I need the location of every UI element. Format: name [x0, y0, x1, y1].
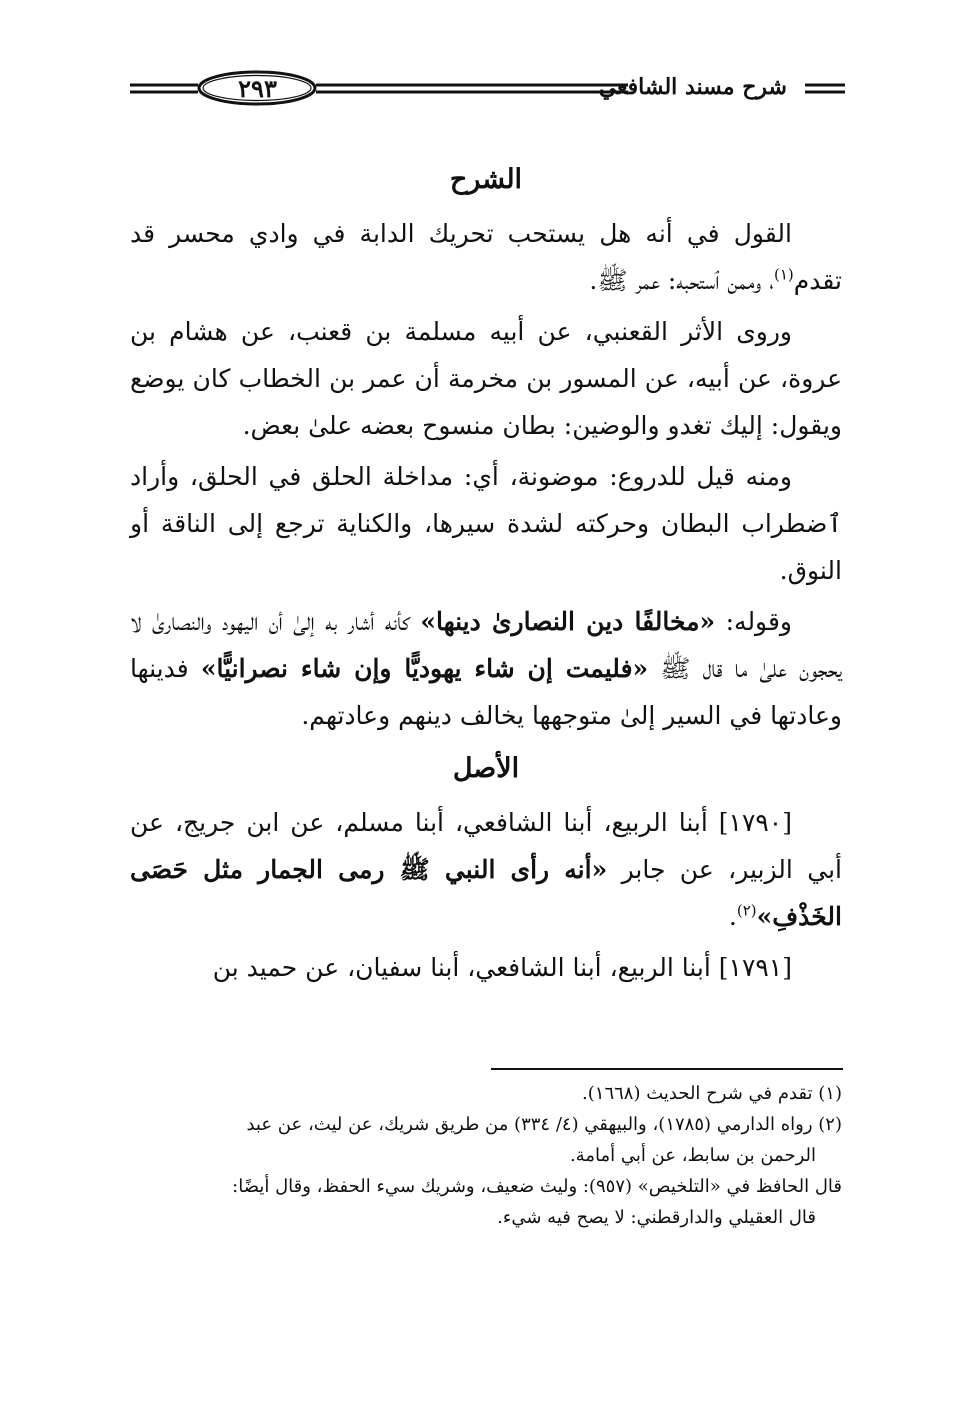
main-text — [130, 150, 842, 991]
page-number: ٢٩٣ — [238, 74, 277, 103]
footnote-ref-2[interactable]: (٢) — [736, 901, 757, 920]
footnote-3-line-1: قال الحافظ في «التلخيص» (٩٥٧): وليث ضعيف، وشريك سيء الحفظ، وقال أيضًا: — [232, 1176, 842, 1197]
paragraph-3: ومنه قيل للدروع: موضونة، أي: مداخلة الحلق في الحلق، وأراد ٱضطراب البطان وحركته لشدة سيرها، والكناية ترجع إلى الناقة أو النوق. — [130, 462, 842, 585]
section-heading-sharh: الشرح — [449, 164, 523, 195]
footnote-3 — [130, 1171, 842, 1233]
footnote-1: (١) تقدم في شرح الحديث (١٦٦٨). — [582, 1083, 842, 1104]
hadith-1790-isnad: [١٧٩٠] أبنا الربيع، أبنا الشافعي، أبنا مسلم، عن ابن جريج، عن أبي الزبير، عن جابر — [130, 808, 842, 884]
footnotes — [130, 1078, 842, 1233]
running-header — [130, 66, 845, 110]
hadith-1791: [١٧٩١] أبنا الربيع، أبنا الشافعي، أبنا سفيان، عن حميد بن — [212, 953, 792, 982]
paragraph-2: وروى الأثر القعنبي، عن أبيه مسلمة بن قعنب، عن هشام بن عروة، عن أبيه، عن المسور بن مخرمة أن عمر بن الخطاب كان يوضع ويقول: إليك تغدو والوضين: بطان منسوح بعضه علىٰ بعض. — [130, 317, 842, 440]
paragraph-1-text: القول في أنه هل يستحب تحريك الدابة في وادي محسر قد تقدم — [130, 219, 842, 295]
hadith-1790 — [130, 799, 842, 940]
section-heading-asl: الأصل — [452, 753, 520, 784]
footnote-3-line-2: قال العقيلي والدارقطني: لا يصح فيه شيء. — [497, 1207, 816, 1228]
footnote-2 — [130, 1109, 842, 1171]
hadith-1790-end: . — [728, 902, 737, 931]
paragraph-1-tail: ، وممن ٱستحبه: عمر ﷺ. — [589, 266, 774, 295]
footnote-2-line-2: الرحمن بن سابط، عن أبي أمامة. — [569, 1145, 816, 1166]
paragraph-4-text-d: فدينها وعادتها في السير إلىٰ متوجهها يخالف دينهم وعادتهم. — [130, 654, 842, 730]
quote-mukhalifan: «مخالفًا دين النصارىٰ دينها» — [420, 607, 716, 636]
footnote-2-line-1: (٢) رواه الدارمي (١٧٨٥)، والبيهقي (٤/ ٣٣٤) من طريق شريك، عن ليث، عن عبد — [246, 1114, 842, 1135]
paragraph-1 — [130, 210, 842, 304]
footnote-ref-1[interactable]: (١) — [774, 265, 794, 284]
paragraph-4 — [130, 598, 842, 739]
hadith-1790-matn: «أنه رأى النبي ﷺ رمى الجمار مثل حَصَى الخَذْفِ» — [130, 855, 842, 931]
paragraph-4-text-c: كأنه أشار به إلىٰ أن اليهود والنصارىٰ لا يحجون علىٰ ما قال ﷺ — [130, 607, 842, 683]
paragraph-4-text-a: وقوله: — [715, 607, 792, 636]
quote-falyamut: «فليمت إن شاء يهوديًّا وإن شاء نصرانيًّا» — [200, 654, 649, 683]
running-title: شرح مسند الشافعي — [598, 74, 787, 100]
footnote-separator — [491, 1068, 843, 1070]
